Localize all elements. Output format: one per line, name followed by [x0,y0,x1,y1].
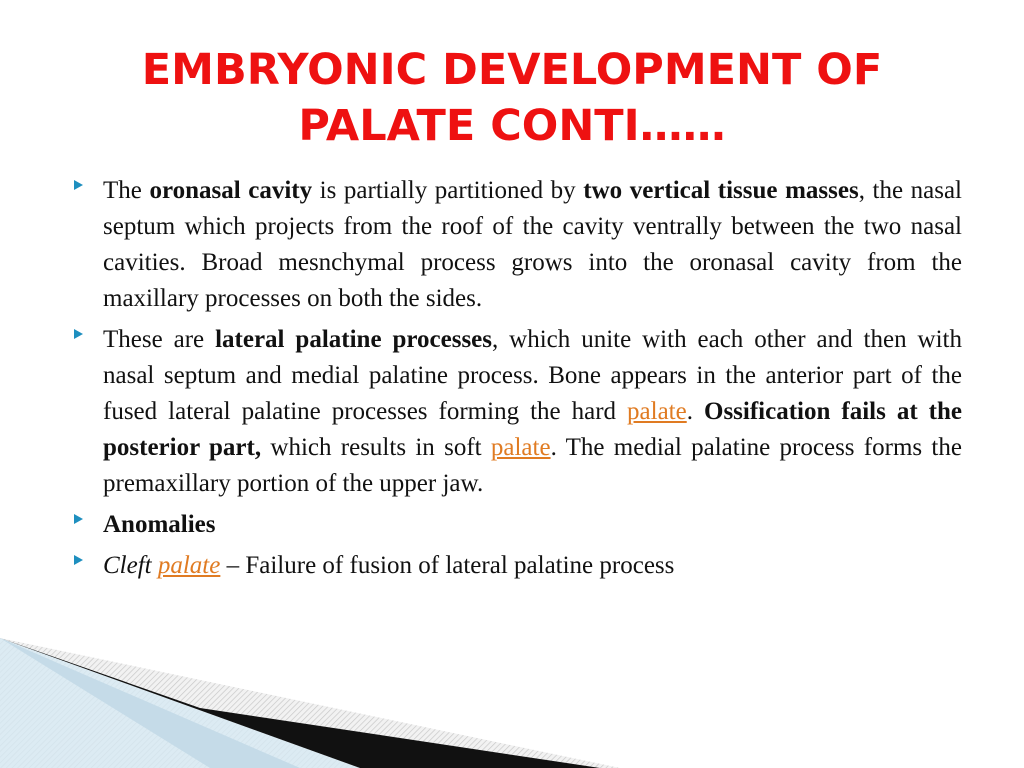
bullet-text [103,322,962,502]
bold-term: oronasal cavity [149,177,313,204]
bullet-item-1 [74,173,962,317]
bullet-list [74,173,962,589]
bullet-arrow-icon [74,555,83,565]
italic-term: Cleft [103,552,152,579]
bullet-text [103,548,962,584]
bullet-item-2 [74,322,962,502]
bold-term: two vertical tissue masses [583,177,859,204]
palate-link[interactable]: palate [490,434,551,461]
text-run: is partially partitioned by [312,177,584,204]
bullet-arrow-icon [74,514,83,524]
bullet-item-4 [74,548,962,584]
text-run: These are [103,326,216,353]
text-run: , the nasal septum which projects from the roof of the cavity ventrally between the two nasal cavities. Broad mesnchymal process grows into the oronasal cavity from the maxillary processes on both the sides. [103,177,962,312]
palate-link[interactable]: palate [627,398,687,425]
bullet-arrow-icon [74,180,83,190]
text-run: . The medial palatine process forms the premaxillary portion of the upper jaw. [103,434,962,497]
anomalies-heading: Anomalies [103,511,216,538]
text-run: – Failure of fusion of lateral palatine process [220,552,675,579]
palate-link[interactable]: palate [157,552,221,579]
slide-title: EMBRYONIC DEVELOPMENT OF PALATE CONTI…… [141,45,883,151]
text-run: which results in soft [261,434,491,461]
bold-term: lateral palatine processes [215,326,492,353]
bullet-arrow-icon [74,329,83,339]
bullet-text [103,173,962,317]
bullet-text [103,507,962,543]
bullet-item-3 [74,507,962,543]
corner-decoration [0,638,620,768]
bold-term: Ossification fails at the posterior part, [103,398,962,461]
text-run: . [686,398,704,425]
text-run: , which unite with each other and then with nasal septum and medial palatine process. Bone appears in the anterior part of the fused lateral palatine processes forming the hard [103,326,962,425]
text-run: The [103,177,150,204]
